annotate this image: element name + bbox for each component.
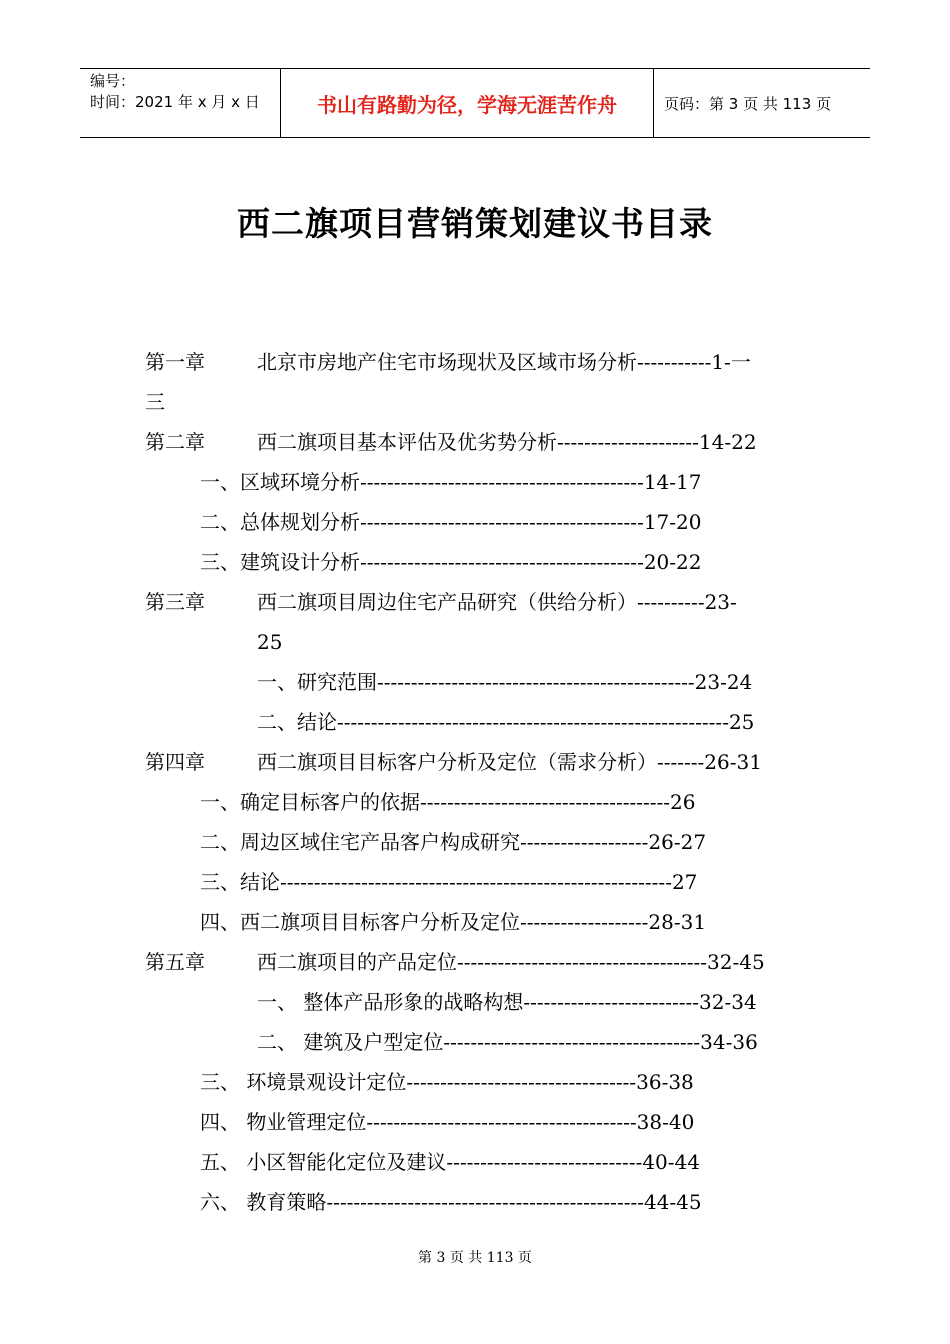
toc-entry: 二、结论----------------------------------------------------------25 [257, 710, 755, 734]
toc-entry: 二、周边区域住宅产品客户构成研究-------------------26-27 [200, 830, 707, 854]
toc-chapter-1 [145, 342, 751, 382]
toc-chapter-3-wrap: 25 [257, 630, 283, 654]
toc-chapter-5 [145, 942, 765, 982]
motto-text: 书山有路勤为径，学海无涯苦作舟 [317, 92, 617, 117]
chapter-label: 第一章 [145, 350, 205, 374]
toc-entry: 四、 物业管理定位----------------------------------------38-40 [200, 1110, 695, 1134]
toc-entry: 一、区域环境分析------------------------------------------14-17 [200, 470, 702, 494]
toc-entry: 一、确定目标客户的依据-------------------------------------26 [200, 790, 696, 814]
page-header [80, 68, 870, 138]
chapter-title: 西二旗项目目标客户分析及定位（需求分析）-------26-31 [257, 750, 762, 774]
chapter-label: 第二章 [145, 430, 205, 454]
toc-entry: 五、 小区智能化定位及建议-----------------------------40-44 [200, 1150, 700, 1174]
chapter-title: 西二旗项目的产品定位-------------------------------------32-45 [257, 950, 765, 974]
toc-entry: 一、 整体产品形象的战略构想--------------------------32-34 [257, 990, 757, 1014]
header-meta [80, 69, 281, 137]
toc-entry: 二、 建筑及户型定位--------------------------------------34-36 [257, 1030, 758, 1054]
toc-entry: 二、总体规划分析------------------------------------------17-20 [200, 510, 702, 534]
header-motto [281, 69, 654, 137]
chapter-title: 北京市房地产住宅市场现状及区域市场分析-----------1-一 [257, 350, 751, 374]
chapter-label: 第五章 [145, 950, 205, 974]
toc-entry: 四、西二旗项目目标客户分析及定位-------------------28-31 [200, 910, 707, 934]
toc-entry: 六、 教育策略-----------------------------------------------44-45 [200, 1190, 702, 1214]
chapter-label: 第三章 [145, 590, 205, 614]
document-title: 西二旗项目营销策划建议书目录 [237, 204, 713, 243]
toc-entry: 三、 环境景观设计定位----------------------------------36-38 [200, 1070, 694, 1094]
chapter-title: 西二旗项目基本评估及优劣势分析---------------------14-22 [257, 430, 757, 454]
date-label: 时间：2021 年 x 月 x 日 [90, 93, 260, 111]
toc-chapter-1-wrap: 三 [145, 390, 165, 414]
toc-chapter-2 [145, 422, 757, 462]
page-info-text: 页码：第 3 页 共 113 页 [664, 94, 832, 113]
chapter-title: 西二旗项目周边住宅产品研究（供给分析）----------23- [257, 590, 737, 614]
toc-entry: 三、建筑设计分析------------------------------------------20-22 [200, 550, 702, 574]
toc-entry: 一、研究范围-----------------------------------------------23-24 [257, 670, 753, 694]
number-label: 编号： [90, 72, 136, 90]
toc-entry: 三、结论----------------------------------------------------------27 [200, 870, 698, 894]
toc-chapter-3 [145, 582, 737, 622]
header-page-info [654, 69, 870, 137]
toc-chapter-4 [145, 742, 762, 782]
page-footer: 第 3 页 共 113 页 [418, 1250, 532, 1266]
chapter-label: 第四章 [145, 750, 205, 774]
